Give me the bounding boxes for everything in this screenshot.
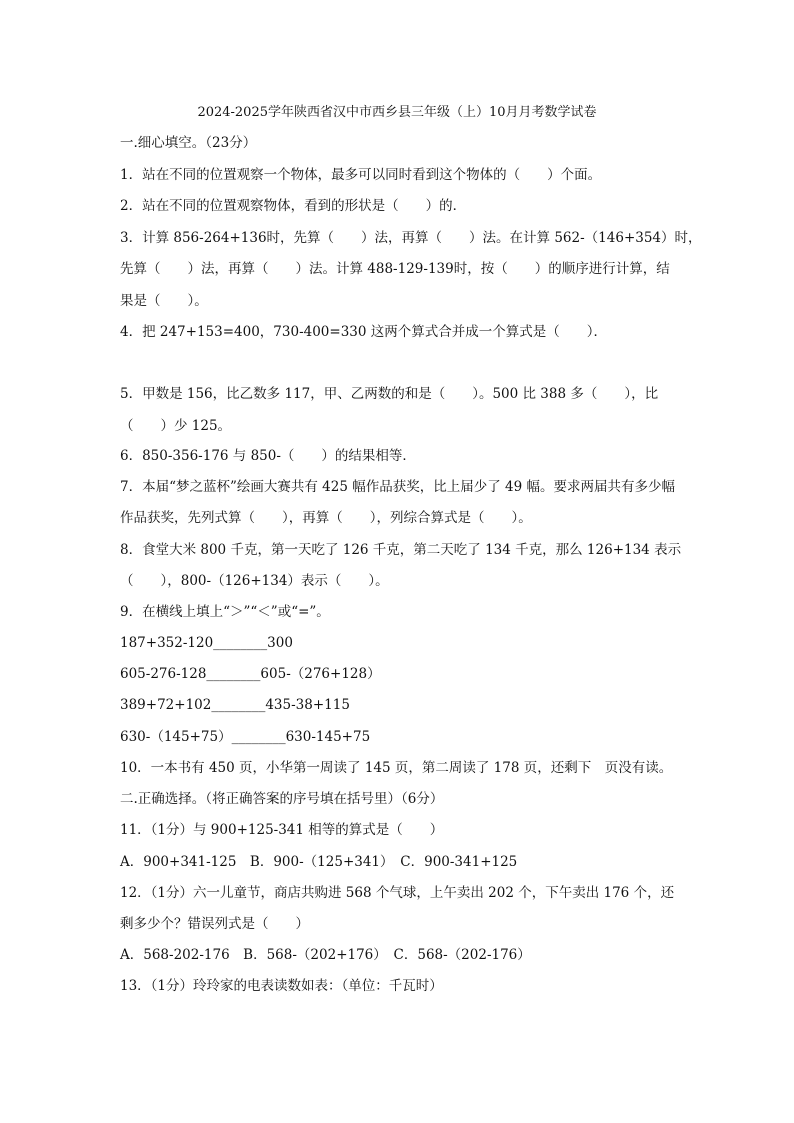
- comparison-2: 605-276-128________605-（276+128）: [120, 666, 381, 682]
- question-3-line-2: 先算（ ）法，再算（ ）法。计算 488-129-139时，按（ ）的顺序进行计算，结: [120, 261, 670, 277]
- section-two-heading: 二.正确选择。（将正确答案的序号填在括号里）（6分）: [120, 791, 444, 807]
- question-6: 6．850-356-176 与 850-（ ）的结果相等．: [120, 448, 416, 464]
- question-5-line-2: （ ）少 125。: [120, 418, 232, 434]
- question-12-options: A．568-202-176 B．568-（202+176） C．568-（202-176）: [120, 947, 531, 963]
- exam-title: 2024-2025学年陕西省汉中市西乡县三年级（上）10月月考数学试卷: [197, 105, 597, 120]
- question-2: 2．站在不同的位置观察物体，看到的形状是（ ）的．: [120, 198, 467, 214]
- question-7-line-1: 7．本届“梦之蓝杯”绘画大赛共有 425 幅作品获奖，比上届少了 49 幅。要求两届共有多少幅: [120, 479, 676, 495]
- question-11-options: A．900+341-125 B．900-（125+341） C．900-341+125: [120, 854, 518, 870]
- question-3-line-3: 果是（ ）。: [120, 293, 208, 309]
- question-1: 1．站在不同的位置观察一个物体，最多可以同时看到这个物体的（ ）个面。: [120, 167, 602, 183]
- question-5-line-1: 5．甲数是 156，比乙数多 117，甲、乙两数的和是（ ）。500 比 388 多（ ），比: [120, 386, 659, 402]
- section-one-heading: 一.细心填空。（23分）: [120, 135, 257, 151]
- question-12-line-1: 12．（1分）六一儿童节，商店共购进 568 个气球，上午卖出 202 个，下午卖出 176 个，还: [120, 885, 675, 901]
- question-13: 13．（1分）玲玲家的电表读数如表：（单位：千瓦时）: [120, 978, 443, 994]
- comparison-1: 187+352-120________300: [120, 635, 293, 651]
- comparison-4: 630-（145+75）________630-145+75: [120, 729, 371, 745]
- question-9: 9．在横线上填上“＞”“＜”或“=”。: [120, 604, 330, 620]
- question-7-line-2: 作品获奖，先列式算（ ），再算（ ），列综合算式是（ ）。: [120, 510, 532, 526]
- question-12-line-2: 剩多少个？错误列式是（ ）: [120, 916, 309, 932]
- question-3-line-1: 3．计算 856-264+136时，先算（ ）法，再算（ ）法。在计算 562-（146+354）时，: [120, 230, 702, 246]
- question-8-line-1: 8．食堂大米 800 千克，第一天吃了 126 千克，第二天吃了 134 千克，那么 126+134 表示: [120, 542, 682, 558]
- question-10: 10．一本书有 450 页，小华第一周读了 145 页，第二周读了 178 页，还剩下 页没有读。: [120, 760, 673, 776]
- question-4: 4．把 247+153=400，730-400=330 这两个算式合并成一个算式是（ ）．: [120, 324, 608, 340]
- question-11: 11．（1分）与 900+125-341 相等的算式是（ ）: [120, 822, 444, 838]
- question-8-line-2: （ ），800-（126+134）表示（ ）。: [120, 573, 389, 589]
- comparison-3: 389+72+102________435-38+115: [120, 697, 350, 713]
